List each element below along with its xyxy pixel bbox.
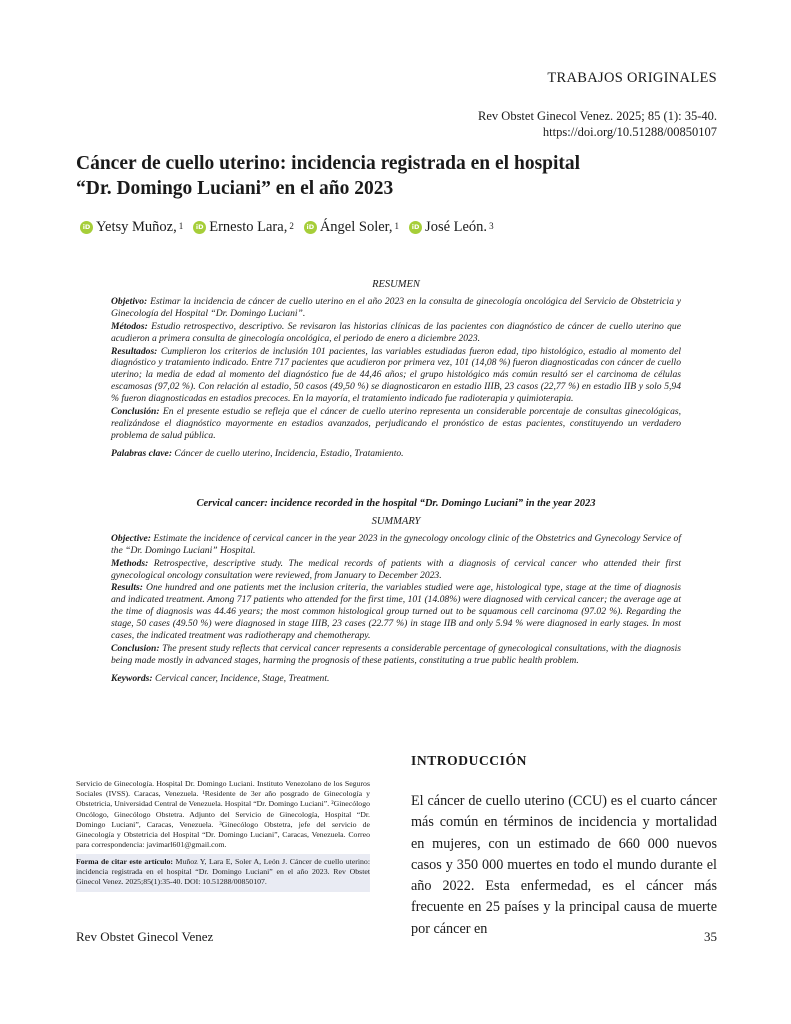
abstract-methods-label: Métodos:: [111, 320, 148, 332]
orcid-icon[interactable]: iD: [193, 221, 206, 234]
abstract-methods: [111, 321, 681, 345]
summary-objective-text: Estimate the incidence of cervical cancer in the year 2023 in the gynecology oncology clinic of the Obstetrics and Gynecology Service of the “Dr. Domingo Luciani” Hospital.: [111, 532, 681, 556]
summary-methods: [111, 558, 681, 582]
journal-citation: Rev Obstet Ginecol Venez. 2025; 85 (1): 35-40.: [478, 109, 717, 123]
english-title: Cervical cancer: incidence recorded in the hospital “Dr. Domingo Luciani” in the year 2023: [196, 498, 596, 509]
how-to-cite-label: Forma de citar este artículo:: [76, 857, 173, 866]
summary-keywords: [111, 673, 681, 685]
footer-journal-name: Rev Obstet Ginecol Venez: [76, 929, 214, 944]
summary-methods-label: Methods:: [111, 557, 149, 569]
author-affiliations-footnote: Servicio de Ginecología. Hospital Dr. Domingo Luciani. Instituto Venezolano de los Seguros Sociales (IVSS). Caracas, Venezuela. ¹Residente de 3er año posgrado de Ginecología y Obstetricia, Universidad Central de Venezuela. Hospital “Dr. Domingo Luciani”. ²Ginecólogo Oncólogo, Ginecólogo Obstetra. Adjunto del Servicio de Ginecología, Hospital “Dr. Domingo Luciani”, Caracas, Venezuela. ³Ginecólogo Obstetra, jefe del servicio de Ginecología y Obstetricia del Hospital “Dr. Domingo Luciani”, Caracas, Venezuela. Correo para correspondencia: javimarl601@gmail.com.: [76, 779, 370, 850]
author-name: José León.: [425, 219, 488, 235]
how-to-cite-box: [76, 854, 370, 892]
doi-link[interactable]: https://doi.org/10.51288/00850107: [542, 125, 717, 139]
summary-results: [111, 582, 681, 642]
author-name: Ernesto Lara,: [209, 219, 288, 235]
author-entry: [80, 219, 183, 236]
author-entry: [409, 219, 494, 236]
author-affiliation-sup: 3: [489, 220, 494, 231]
introduction-heading: INTRODUCCIÓN: [411, 753, 527, 768]
author-name: Ángel Soler,: [319, 219, 393, 235]
abstract-keywords-text: Cáncer de cuello uterino, Incidencia, Estadio, Tratamiento.: [174, 447, 404, 459]
abstract-keywords: [111, 448, 681, 460]
abstract-objective: [111, 296, 681, 320]
article-title-line-1: Cáncer de cuello uterino: incidencia registrada en el hospital: [76, 153, 581, 174]
orcid-icon[interactable]: iD: [80, 221, 93, 234]
abstract-spanish: [111, 279, 681, 461]
abstract-english: [111, 498, 681, 686]
summary-methods-text: Retrospective, descriptive study. The medical records of patients with a diagnosis of cervical cancer who attended their first gynecological oncology consultation were reviewed, from January to December 2023.: [111, 557, 681, 581]
article-title-line-2: “Dr. Domingo Luciani” en el año 2023: [76, 178, 394, 199]
article-title: [76, 151, 716, 201]
abstract-results: [111, 346, 681, 406]
abstract-methods-text: Estudio retrospectivo, descriptivo. Se revisaron las historias clínicas de las pacientes con diagnóstico de cáncer de cuello uterino que acudieron a primera consulta de ginecología oncológica, el periodo de enero a diciembre 2023.: [111, 320, 681, 344]
summary-conclusion-text: The present study reflects that cervical cancer represents a considerable percentage of gynecological consultations, with the diagnosis being made mostly in advanced stages, harming the prognosis of these patients, constituting a true public health problem.: [111, 642, 681, 666]
introduction-body: El cáncer de cuello uterino (CCU) es el cuarto cáncer más común en términos de incidencia y mortalidad en mujeres, con un estimado de 660 000 nuevos casos y 350 000 muertes en todo el mundo durante el año 2022. Esta enfermedad, es el cáncer más frecuente en 25 países y la principal causa de muerte por cáncer en: [411, 793, 717, 937]
abstract-objective-label: Objetivo:: [111, 295, 148, 307]
author-affiliation-sup: 1: [394, 220, 400, 231]
how-to-cite-text: Muñoz Y, Lara E, Soler A, León J. Cáncer de cuello uterino: incidencia registrada en el hospital “Dr. Domingo Luciani” en el año 2023. Rev Obstet Ginecol Venez. 2025;85(1):35-40. DOI: 10.51288/00850107.: [76, 857, 370, 887]
summary-conclusion: [111, 643, 681, 667]
author-affiliation-sup: 1: [178, 220, 184, 231]
abstract-keywords-label: Palabras clave:: [111, 447, 173, 459]
abstract-conclusion-label: Conclusión:: [111, 406, 160, 418]
orcid-icon[interactable]: iD: [304, 221, 317, 234]
summary-results-text: One hundred and one patients met the inclusion criteria, the variables studied were age, histological type, stage at the time of diagnosis and indicated treatment. Among 717 patients who attended for the first time, 101 (14.08%) were diagnosed with cervical cancer; the average age at the time of diagnosis was 44.46 years; the most common histological group turned out to be squamous cell carcinoma (97.02 %). Regarding the stage, 50 cases (49.50 %) were diagnosed in stage IIIB, 23 cases (22.77 %) in stage IIB and only 5.94 % were diagnosed in early stages. In most cases, the indicated treatment was radiotherapy and chemotherapy.: [111, 582, 681, 642]
abstract-conclusion: [111, 406, 681, 442]
summary-objective: [111, 533, 681, 557]
author-list: [80, 219, 494, 236]
author-name: Yetsy Muñoz,: [96, 219, 177, 235]
summary-keywords-text: Cervical cancer, Incidence, Stage, Treatment.: [154, 672, 330, 684]
author-entry: [304, 219, 399, 236]
author-affiliation-sup: 2: [289, 220, 294, 231]
section-label: TRABAJOS ORIGINALES: [547, 70, 717, 86]
abstract-conclusion-text: En el presente estudio se refleja que el cáncer de cuello uterino representa un considerable porcentaje de consultas ginecológicas, realizándose el diagnóstico mayormente en estadios avanzados, perjudicando el pronóstico de estas pacientes, constituyendo un verdadero problema de salud pública.: [111, 406, 681, 441]
abstract-heading: RESUMEN: [372, 279, 420, 290]
summary-conclusion-label: Conclusion:: [111, 642, 160, 654]
journal-citation-block: [478, 108, 717, 140]
summary-heading: SUMMARY: [371, 515, 421, 527]
summary-keywords-label: Keywords:: [111, 672, 153, 684]
orcid-icon[interactable]: iD: [409, 221, 422, 234]
abstract-results-label: Resultados:: [111, 345, 158, 357]
page-number: 35: [704, 929, 717, 944]
author-entry: [193, 219, 294, 236]
abstract-objective-text: Estimar la incidencia de cáncer de cuello uterino en el año 2023 en la consulta de ginecología oncológica del Servicio de Obstetricia y Ginecología del Hospital “Dr. Domingo Luciani”.: [111, 295, 681, 319]
summary-results-label: Results:: [111, 582, 143, 594]
abstract-results-text: Cumplieron los criterios de inclusión 101 pacientes, las variables estudiadas fueron edad, tipo histológico, estadio al momento del diagnóstico y tratamiento indicado. Entre 717 pacientes que acudieron por primera vez, 101 (14,08 %) fueron diagnosticadas con cáncer de cuello uterino; la media de edad al momento del diagnóstico fue de 44,46 años; el grupo histológico más común resultó ser el carcinoma de células escamosas (97,02 %). Con relación al estadio, 50 casos (49,50 %) se diagnosticaron en estadio IIIB, 23 casos (22,77 %) en estadio IIB y solo 5,94 % fueron diagnosticadas en estadios precoces. En la mayoría, el tratamiento indicado fue radioterapia y quimioterapia.: [111, 345, 681, 405]
summary-objective-label: Objective:: [111, 532, 151, 544]
